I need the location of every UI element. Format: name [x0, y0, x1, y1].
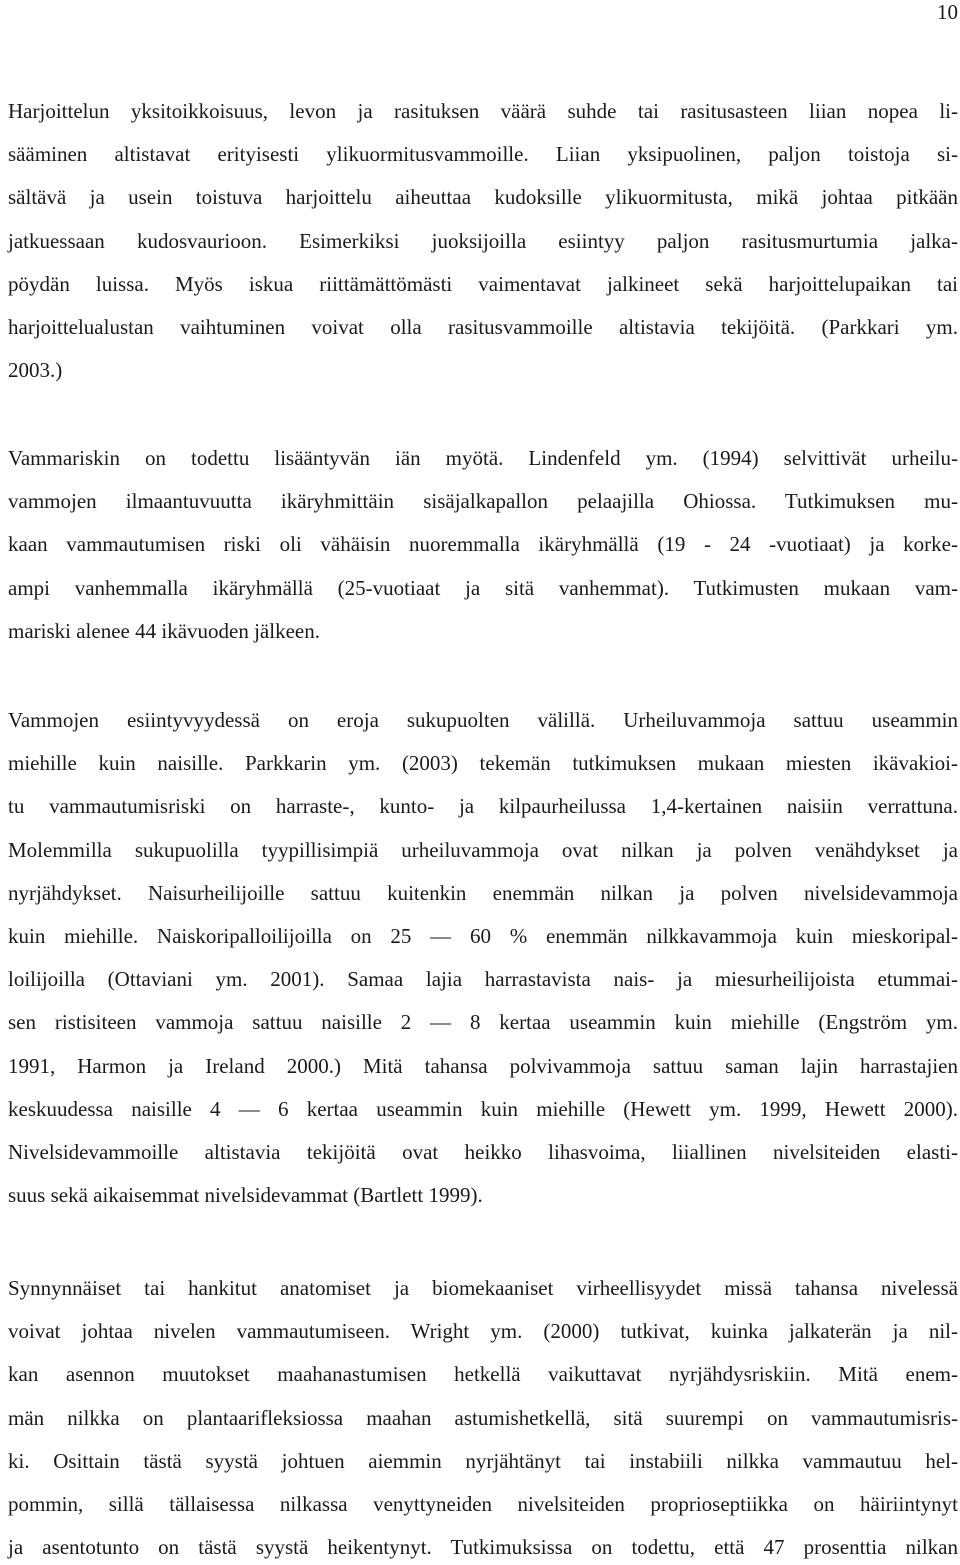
text-line: Vammariskin on todettu lisääntyvän iän myötä. Lindenfeld ym. (1994) selvittivät urheilu-: [8, 446, 958, 470]
text-line: män nilkka on plantaarifleksiossa maahan astumishetkellä, sitä suurempi on vammautumisris-: [8, 1405, 958, 1430]
text-line: nyrjähdykset. Naisurheilijoille sattuu kuitenkin enemmän nilkan ja polven nivelsidevammoja: [8, 880, 958, 905]
text-line: sen ristisiteen vammoja sattuu naisille 2 — 8 kertaa useammin kuin miehille (Engström ym.: [8, 1010, 958, 1035]
text-line: vammojen ilmaantuvuutta ikäryhmittäin sisäjalkapallon pelaajilla Ohiossa. Tutkimuksen mu-: [8, 489, 958, 514]
text-line: pöydän luissa. Myös iskua riittämättömästi vaimentavat jalkineet sekä harjoittelupaikan tai: [8, 271, 958, 296]
text-line: Harjoittelun yksitoikkoisuus, levon ja rasituksen väärä suhde tai rasitusasteen liian nopea li-: [8, 99, 958, 123]
paragraph-4: [8, 1267, 958, 1565]
text-line: kuin miehille. Naiskoripalloilijoilla on 25 — 60 % enemmän nilkkavammoja kuin mieskoripal-: [8, 924, 958, 949]
text-line: Molemmilla sukupuolilla tyypillisimpiä urheiluvammoja ovat nilkan ja polven venähdykset ja: [8, 837, 958, 862]
text-line: miehille kuin naisille. Parkkarin ym. (2003) tekemän tutkimuksen mukaan miesten ikävakioi-: [8, 751, 958, 776]
text-line: tu vammautumisriski on harraste-, kunto- ja kilpaurheilussa 1,4-kertainen naisiin verrattuna.: [8, 794, 958, 819]
text-line: mariski alenee 44 ikävuoden jälkeen.: [8, 618, 320, 643]
text-line: sältävä ja usein toistuva harjoittelu aiheuttaa kudoksille ylikuormitusta, mikä johtaa pitkään: [8, 185, 958, 210]
text-line: ki. Osittain tästä syystä johtuen aiemmin nyrjähtänyt tai instabiili nilkka vammautuu hel-: [8, 1448, 958, 1473]
page-number: 10: [937, 0, 958, 24]
text-line: ampi vanhemmalla ikäryhmällä (25-vuotiaat ja sitä vanhemmat). Tutkimusten mukaan vam-: [8, 575, 958, 600]
text-line: harjoittelualustan vaihtuminen voivat olla rasitusvammoille altistavia tekijöitä. (Parkkari ym.: [8, 315, 958, 340]
text-line: pommin, sillä tällaisessa nilkassa venyttyneiden nivelsiteiden proprioseptiikka on häiriintynyt: [8, 1492, 958, 1517]
text-line: Vammojen esiintyvyydessä on eroja sukupuolten välillä. Urheiluvammoja sattuu useammin: [8, 708, 958, 732]
paragraph-2: [8, 437, 958, 653]
text-line: 2003.): [8, 358, 63, 383]
text-line: voivat johtaa nivelen vammautumiseen. Wright ym. (2000) tutkivat, kuinka jalkaterän ja nil-: [8, 1319, 958, 1344]
text-line: kan asennon muutokset maahanastumisen hetkellä vaikuttavat nyrjähdysriskiin. Mitä enem-: [8, 1362, 958, 1387]
text-line: kaan vammautumisen riski oli vähäisin nuoremmalla ikäryhmällä (19 - 24 -vuotiaat) ja korke-: [8, 532, 958, 557]
text-line: suus sekä aikaisemmat nivelsidevammat (Bartlett 1999).: [8, 1183, 483, 1208]
text-line: keskuudessa naisille 4 — 6 kertaa useammin kuin miehille (Hewett ym. 1999, Hewett 2000).: [8, 1096, 958, 1121]
text-line: sääminen altistavat erityisesti ylikuormitusvammoille. Liian yksipuolinen, paljon toistoja si-: [8, 142, 958, 167]
text-line: Nivelsidevammoille altistavia tekijöitä ovat heikko lihasvoima, liiallinen nivelsiteiden elasti-: [8, 1140, 958, 1165]
paragraph-3: [8, 699, 958, 1217]
text-line: loilijoilla (Ottaviani ym. 2001). Samaa lajia harrastavista nais- ja miesurheilijoista etummai-: [8, 967, 958, 992]
paragraph-1: [8, 90, 958, 392]
text-line: jatkuessaan kudosvaurioon. Esimerkiksi juoksijoilla esiintyy paljon rasitusmurtumia jalka-: [8, 228, 958, 253]
text-line: ja asentotunto on tästä syystä heikentynyt. Tutkimuksissa on todettu, että 47 prosenttia nilkan: [8, 1535, 958, 1560]
text-line: Synnynnäiset tai hankitut anatomiset ja biomekaaniset virheellisyydet missä tahansa nivelessä: [8, 1276, 958, 1300]
text-line: 1991, Harmon ja Ireland 2000.) Mitä tahansa polvivammoja sattuu saman lajin harrastajien: [8, 1053, 958, 1078]
